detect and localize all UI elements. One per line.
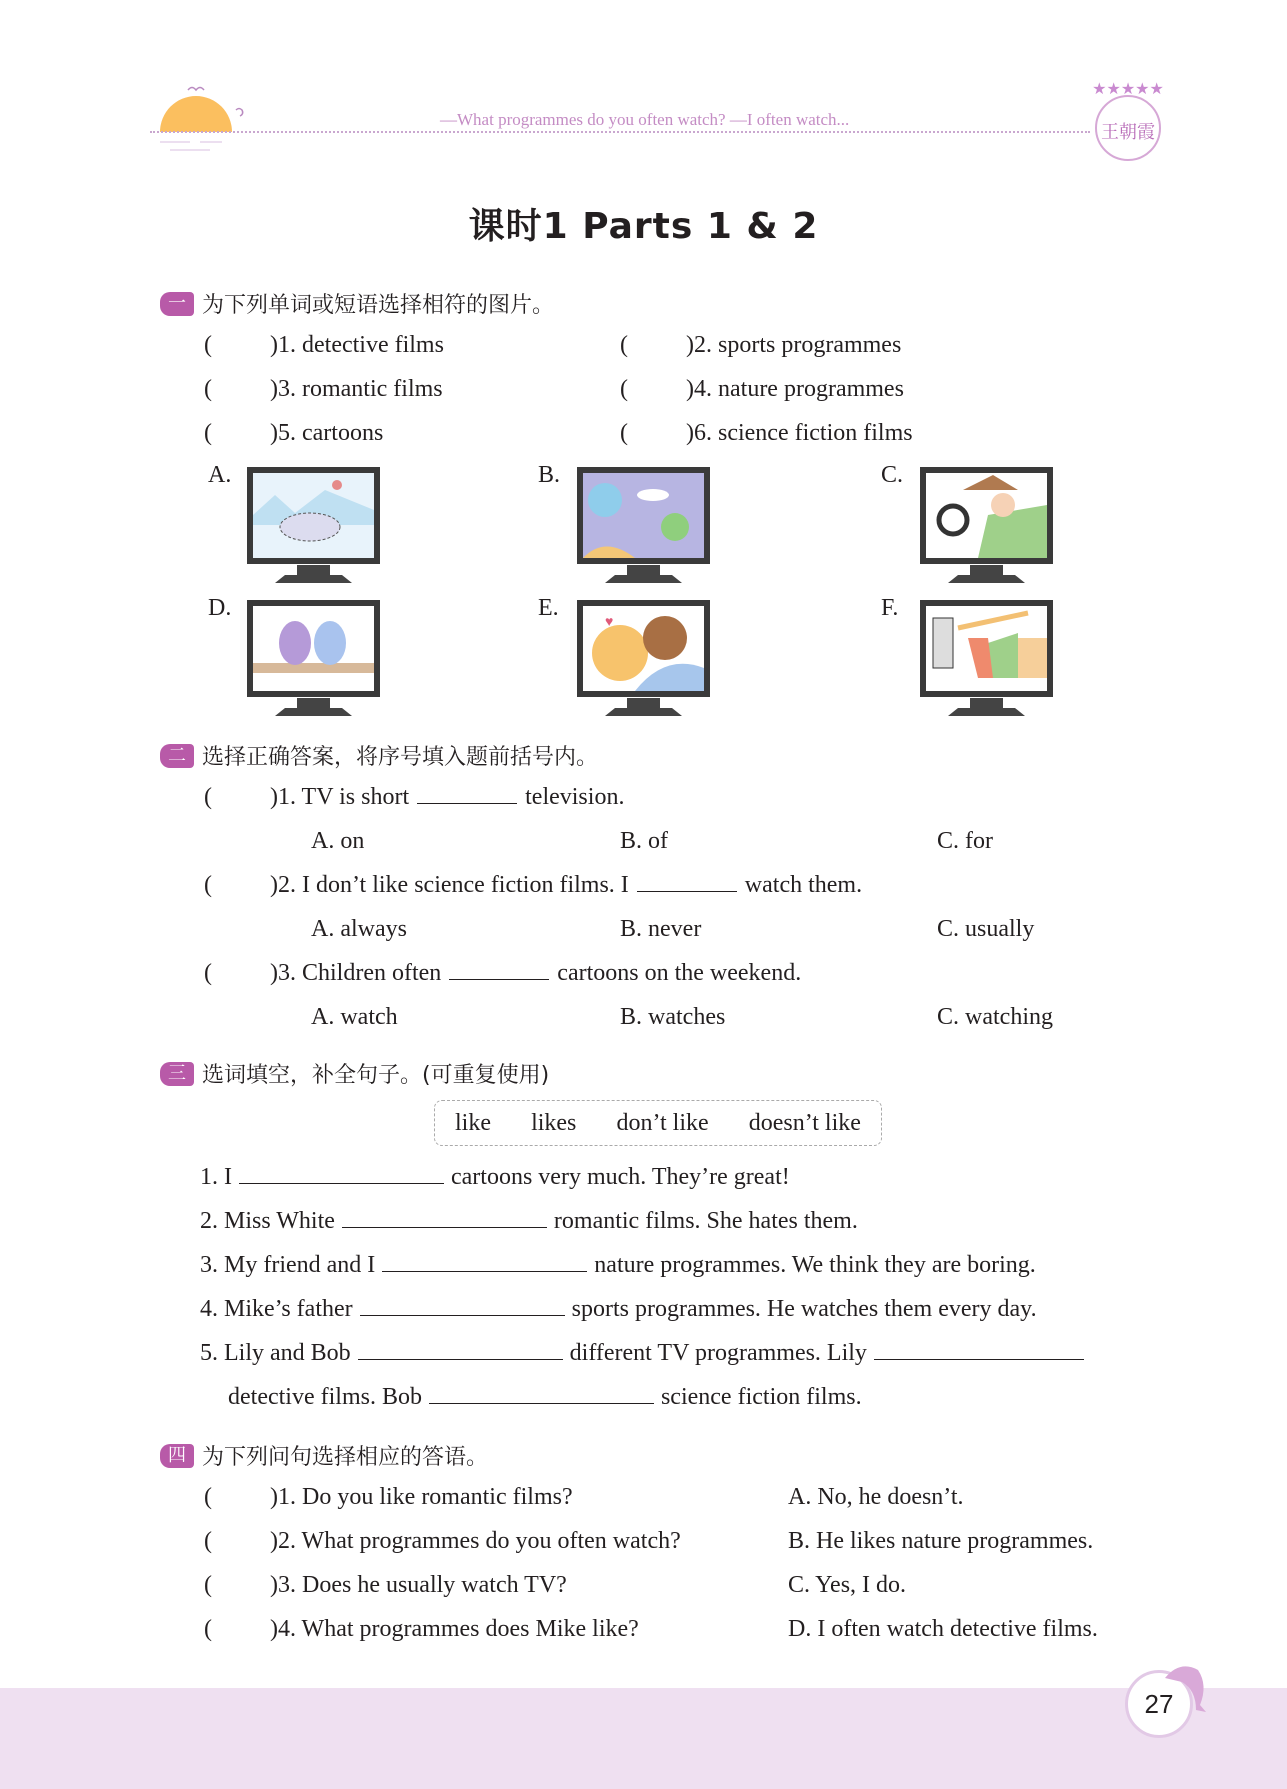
answer-blank[interactable]	[449, 959, 549, 980]
section-instruction: 为下列单词或短语选择相符的图片。	[202, 293, 555, 318]
answer-blank[interactable]	[382, 1251, 587, 1272]
question: )3. Does he usually watch TV?	[270, 1572, 567, 1598]
answer-option: C. Yes, I do.	[788, 1572, 907, 1598]
svg-text:★★★★★: ★★★★★	[1092, 81, 1164, 98]
matching-item: )3. romantic films	[270, 376, 443, 402]
question: )4. What programmes does Mike like?	[270, 1616, 639, 1642]
answer-paren[interactable]: (	[204, 784, 212, 810]
page-number: 27	[1125, 1670, 1193, 1738]
matching-item: )1. detective films	[270, 332, 444, 358]
answer-blank[interactable]	[239, 1163, 444, 1184]
picture-label: B.	[538, 462, 561, 488]
fill-sentence	[228, 1382, 862, 1412]
option[interactable]: C. watching	[937, 1004, 1053, 1030]
answer-paren[interactable]: (	[204, 960, 212, 986]
answer-blank[interactable]	[429, 1383, 654, 1404]
section-4-heading	[160, 1440, 488, 1471]
space-scifi-tv-icon	[575, 465, 712, 590]
question-text-end: watch them.	[744, 872, 863, 898]
section-badge: 四	[160, 1444, 194, 1468]
header-divider	[150, 131, 1090, 133]
option[interactable]: C. usually	[937, 916, 1035, 942]
word-bank	[434, 1100, 882, 1146]
question-2	[270, 870, 862, 900]
footer-band	[0, 1688, 1287, 1789]
sentence-end: cartoons very much. They’re great!	[451, 1164, 790, 1190]
fill-sentence	[200, 1294, 1037, 1324]
svg-text:王朝霞: 王朝霞	[1101, 122, 1155, 143]
question-text: )1. TV is short	[270, 784, 410, 810]
section-instruction: 选词填空，补全句子。(可重复使用)	[202, 1063, 550, 1088]
word-option: don’t like	[616, 1109, 709, 1136]
baseball-sports-tv-icon	[918, 598, 1055, 723]
sentence-start: 4. Mike’s father	[200, 1296, 353, 1322]
question-3	[270, 958, 801, 988]
answer-paren[interactable]: (	[204, 376, 212, 402]
sentence-end: nature programmes. We think they are boring.	[594, 1252, 1036, 1278]
section-instruction: 为下列问句选择相应的答语。	[202, 1445, 489, 1470]
answer-paren[interactable]: (	[204, 332, 212, 358]
question-text: )2. I don’t like science fiction films. I	[270, 872, 629, 898]
section-badge: 二	[160, 744, 194, 768]
picture-label: C.	[881, 462, 904, 488]
section-badge: 一	[160, 292, 194, 316]
fill-sentence	[200, 1162, 790, 1192]
fill-sentence	[200, 1338, 1084, 1368]
section-2-heading	[160, 740, 598, 771]
question-1	[270, 782, 624, 812]
option[interactable]: B. of	[620, 828, 668, 854]
picture-label: E.	[538, 595, 559, 621]
option[interactable]: C. for	[937, 828, 993, 854]
answer-paren[interactable]: (	[204, 420, 212, 446]
answer-blank[interactable]	[417, 783, 517, 804]
detective-tv-icon	[918, 465, 1055, 590]
sentence-start: 2. Miss White	[200, 1208, 335, 1234]
romantic-couple-tv-icon	[575, 598, 712, 723]
sentence-start: detective films. Bob	[228, 1384, 422, 1410]
answer-paren[interactable]: (	[204, 1616, 212, 1642]
answer-paren[interactable]: (	[204, 1572, 212, 1598]
word-option: like	[455, 1109, 492, 1136]
seal-nature-tv-icon	[245, 465, 382, 590]
matching-item: )4. nature programmes	[686, 376, 904, 402]
dolphin-icon	[1160, 1660, 1210, 1720]
section-1-heading	[160, 288, 554, 319]
question: )2. What programmes do you often watch?	[270, 1528, 681, 1554]
matching-item: )6. science fiction films	[686, 420, 913, 446]
matching-item: )2. sports programmes	[686, 332, 902, 358]
sentence-start: 5. Lily and Bob	[200, 1340, 351, 1366]
section-badge: 三	[160, 1062, 194, 1086]
word-option: likes	[531, 1109, 577, 1136]
sun-icon	[150, 80, 260, 160]
option[interactable]: A. watch	[311, 1004, 398, 1030]
option[interactable]: A. on	[311, 828, 365, 854]
question: )1. Do you like romantic films?	[270, 1484, 573, 1510]
picture-label: F.	[881, 595, 899, 621]
answer-option: A. No, he doesn’t.	[788, 1484, 964, 1510]
section-instruction: 选择正确答案，将序号填入题前括号内。	[202, 745, 599, 770]
sentence-start: 3. My friend and I	[200, 1252, 376, 1278]
answer-option: B. He likes nature programmes.	[788, 1528, 1094, 1554]
running-title: —What programmes do you often watch? —I often watch...	[440, 110, 850, 129]
sentence-start: 1. I	[200, 1164, 232, 1190]
answer-option: D. I often watch detective films.	[788, 1616, 1098, 1642]
page-title: 课时1 Parts 1 & 2	[468, 206, 819, 247]
question-text-end: cartoons on the weekend.	[557, 960, 802, 986]
question-text-end: television.	[525, 784, 625, 810]
section-3-heading	[160, 1058, 549, 1089]
publisher-logo	[1088, 78, 1168, 168]
fill-sentence	[200, 1206, 858, 1236]
answer-paren[interactable]: (	[620, 420, 628, 446]
answer-blank[interactable]	[874, 1339, 1084, 1360]
answer-blank[interactable]	[342, 1207, 547, 1228]
option[interactable]: B. never	[620, 916, 702, 942]
fill-sentence	[200, 1250, 1036, 1280]
matching-item: )5. cartoons	[270, 420, 384, 446]
cartoon-birds-tv-icon	[245, 598, 382, 723]
answer-paren[interactable]: (	[620, 332, 628, 358]
answer-paren[interactable]: (	[204, 872, 212, 898]
word-option: doesn’t like	[748, 1109, 861, 1136]
svg-text:♥: ♥	[605, 615, 614, 630]
picture-label: D.	[208, 595, 232, 621]
sentence-end: romantic films. She hates them.	[553, 1208, 858, 1234]
answer-blank[interactable]	[637, 871, 737, 892]
sentence-end: science fiction films.	[660, 1384, 862, 1410]
answer-paren[interactable]: (	[204, 1484, 212, 1510]
answer-blank[interactable]	[360, 1295, 565, 1316]
question-text: )3. Children often	[270, 960, 442, 986]
sentence-end: different TV programmes. Lily	[569, 1340, 867, 1366]
sentence-end: sports programmes. He watches them every day.	[571, 1296, 1037, 1322]
option[interactable]: A. always	[311, 916, 407, 942]
picture-label: A.	[208, 462, 232, 488]
answer-paren[interactable]: (	[204, 1528, 212, 1554]
answer-paren[interactable]: (	[620, 376, 628, 402]
answer-blank[interactable]	[358, 1339, 563, 1360]
option[interactable]: B. watches	[620, 1004, 726, 1030]
